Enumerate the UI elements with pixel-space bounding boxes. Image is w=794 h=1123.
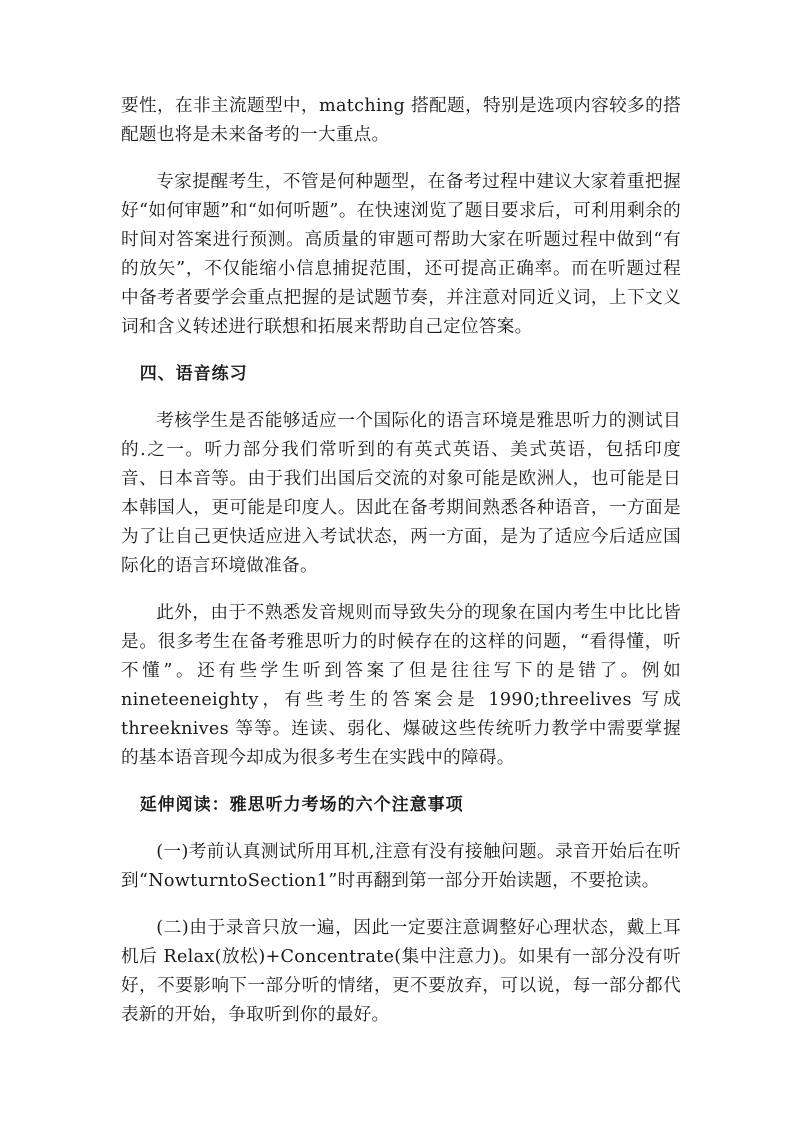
section-heading-extended-reading: 延伸阅读：雅思听力考场的六个注意事项 [139, 795, 464, 815]
paragraph-matching-continuation: 要性，在非主流题型中，matching 搭配题，特别是选项内容较多的搭配题也将是未来备考的一大重点。 [121, 96, 681, 145]
paragraph-accents: 考核学生是否能够适应一个国际化的语言环境是雅思听力的测试目的.之一。听力部分我们常听到的有英式英语、美式英语，包括印度音、日本音等。由于我们出国后交流的对象可能是欧洲人，也可能是日本韩国人，更可能是印度人。因此在备考期间熟悉各种语音，一方面是为了让自己更快适应进入考试状态，两一方面，是为了适应今后适应国际化的语言环境做准备。 [121, 411, 681, 576]
document-body [121, 92, 681, 1048]
paragraph-tip-one: (一)考前认真测试所用耳机,注意有没有接触问题。录音开始后在听到“NowturntoSection1”时再翻到第一部分开始读题，不要抢读。 [121, 842, 681, 891]
paragraph-expert-advice: 专家提醒考生，不管是何种题型，在备考过程中建议大家着重把握好“如何审题”和“如何听题”。在快速浏览了题目要求后，可利用剩余的时间对答案进行预测。高质量的审题可帮助大家在听题过程中做到“有的放矢”，不仅能缩小信息捕捉范围，还可提高正确率。而在听题过程中备考者要学会重点把握的是试题节奏，并注意对同近义词，上下文义词和含义转述进行联想和拓展来帮助自己定位答案。 [121, 172, 681, 337]
section-heading-pronunciation: 四、语音练习 [139, 364, 248, 384]
paragraph-tip-two: (二)由于录音只放一遍，因此一定要注意调整好心理状态，戴上耳机后 Relax(放松)+Concentrate(集中注意力)。如果有一部分没有听好，不要影响下一部分听的情绪，更不要放弃，可以说，每一部分都代表新的开始，争取听到你的最好。 [121, 918, 681, 1025]
paragraph-pronunciation-rules: 此外，由于不熟悉发音规则而导致失分的现象在国内考生中比比皆是。很多考生在备考雅思听力的时候存在的这样的问题，“看得懂，听不懂”。还有些学生听到答案了但是往往写下的是错了。例如 nineteeneighty，有些考生的答案会是 1990;threelives 写成 threeknives 等等。连读、弱化、爆破这些传统听力教学中需要掌握的基本语音现今却成为很多考生在实践中的障碍。 [121, 603, 681, 768]
